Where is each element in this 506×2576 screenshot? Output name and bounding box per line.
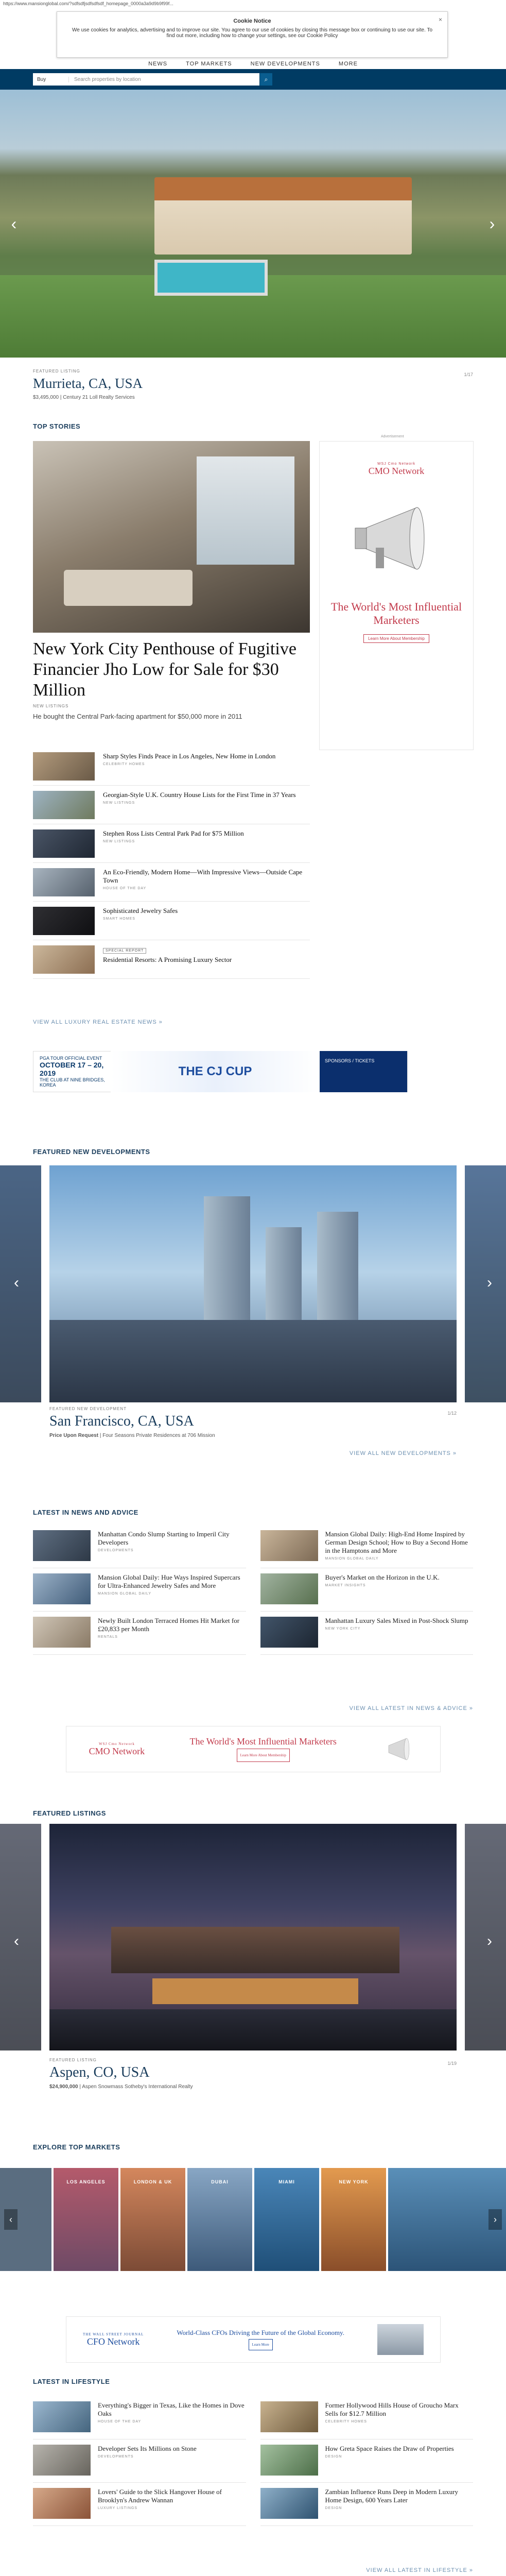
news-thumbnail: [33, 1617, 91, 1648]
lifestyle-title[interactable]: How Greta Space Raises the Draw of Properties: [325, 2445, 454, 2452]
market-label: DUBAI: [211, 2179, 229, 2184]
ad-brand-name: CFO Network: [86, 2336, 140, 2347]
lifestyle-thumbnail: [33, 2488, 91, 2519]
section-title: LATEST IN NEWS AND ADVICE: [33, 1509, 138, 1516]
story-category[interactable]: HOUSE OF THE DAY: [103, 887, 147, 890]
market-card-new-york[interactable]: [321, 2168, 386, 2271]
pga-top: PGA TOUR OFFICIAL EVENT: [40, 1056, 102, 1061]
development-name: | Four Seasons Private Residences at 706 Mission: [99, 1433, 215, 1438]
image-city: [49, 1320, 457, 1402]
view-all-lifestyle-link[interactable]: VIEW ALL LATEST IN LIFESTYLE »: [366, 2567, 473, 2573]
image-firepit: [152, 1978, 358, 2004]
news-title[interactable]: Manhattan Condo Slump Starting to Imperil City Developers: [98, 1530, 230, 1546]
ad-brand-name: CMO Network: [89, 1745, 145, 1756]
hero-counter: 1/17: [464, 372, 473, 377]
top-stories-section: [0, 407, 506, 1139]
nav-top-markets[interactable]: TOP MARKETS: [186, 61, 232, 67]
explore-markets-section: [0, 2143, 506, 2378]
pga-venue: THE CLUB AT NINE BRIDGES, KOREA: [40, 1077, 105, 1088]
top-story-image[interactable]: [33, 441, 310, 633]
view-all-developments-link[interactable]: VIEW ALL NEW DEVELOPMENTS »: [349, 1450, 457, 1456]
list-item[interactable]: [33, 824, 310, 863]
market-label: LOS ANGELES: [66, 2179, 106, 2184]
list-item[interactable]: [33, 940, 310, 979]
lifestyle-category[interactable]: DESIGN: [325, 2455, 342, 2459]
market-label: LONDON & UK: [133, 2179, 172, 2184]
market-card-london[interactable]: [120, 2168, 185, 2271]
hero-city[interactable]: Murrieta, CA, USA: [33, 376, 143, 391]
lifestyle-title[interactable]: Zambian Influence Runs Deep in Modern Luxury Home Design, 600 Years Later: [325, 2488, 458, 2504]
search-bar: [0, 69, 506, 90]
lifestyle-category[interactable]: LUXURY LISTINGS: [98, 2506, 137, 2510]
listing-eyebrow: FEATURED LISTING: [49, 2058, 97, 2062]
markets-carousel: [0, 2168, 506, 2271]
cookie-notice: [57, 11, 448, 58]
lifestyle-thumbnail: [260, 2401, 318, 2432]
ad-image: [377, 2324, 424, 2355]
news-category[interactable]: RENTALS: [98, 1635, 118, 1639]
ad-brand: [89, 1742, 145, 1757]
news-title[interactable]: Buyer's Market on the Horizon in the U.K.: [325, 1573, 440, 1581]
cookie-title: Cookie Notice: [233, 18, 271, 24]
news-thumbnail: [260, 1530, 318, 1561]
story-title[interactable]: Stephen Ross Lists Central Park Pad for $75 Million: [103, 829, 244, 837]
lifestyle-thumbnail: [260, 2445, 318, 2476]
lifestyle-title[interactable]: Former Hollywood Hills House of Groucho Marx Sells for $12.7 Million: [325, 2401, 459, 2417]
list-item[interactable]: [260, 1568, 474, 1612]
ad-brand-small: WSJ Cmo Network: [99, 1741, 135, 1746]
special-report-badge: SPECIAL REPORT: [103, 948, 146, 954]
listings-carousel: [0, 1824, 506, 2050]
megaphone-icon: [345, 487, 448, 590]
lifestyle-thumbnail: [33, 2401, 91, 2432]
news-grid: [33, 1525, 473, 1655]
listing-image[interactable]: [49, 1824, 457, 2050]
ad-label: Advertisement: [381, 435, 404, 438]
ad-brand-small: WSJ Cmo Network: [377, 462, 416, 466]
story-title[interactable]: An Eco-Friendly, Modern Home—With Impressive Views—Outside Cape Town: [103, 868, 303, 884]
market-label: NEW YORK: [339, 2179, 369, 2184]
search-box: [33, 73, 259, 86]
cookie-text: We use cookies for analytics, advertising and to improve our site. You agree to our use of cookies by closing this message box or continuing to use our site. To find out more, including how to change your settings, see our Cookie Policy: [72, 27, 433, 39]
news-title[interactable]: Mansion Global Daily: Hue Ways Inspired Supercars for Ultra-Enhanced Jewelry Safes and More: [98, 1573, 240, 1589]
list-item[interactable]: [33, 1568, 246, 1612]
ad-headline-text: World-Class CFOs Driving the Future of the Global Economy.: [177, 2329, 344, 2336]
lifestyle-title[interactable]: Developer Sets Its Millions on Stone: [98, 2445, 197, 2452]
story-category[interactable]: SMART HOMES: [103, 917, 135, 921]
lifestyle-category[interactable]: HOUSE OF THE DAY: [98, 2420, 142, 2424]
ad-brand: [83, 2332, 144, 2347]
lifestyle-thumbnail: [260, 2488, 318, 2519]
ad-learn-more-button[interactable]: Learn More About Membership: [363, 634, 429, 643]
list-item[interactable]: [33, 2439, 246, 2483]
development-price: Price Upon Request: [49, 1433, 99, 1438]
story-thumbnail: [33, 791, 95, 819]
story-title[interactable]: Georgian-Style U.K. Country House Lists for the First Time in 37 Years: [103, 791, 296, 799]
chevron-left-icon[interactable]: ‹: [14, 1274, 19, 1291]
ad-brand: CMO Network: [368, 466, 425, 476]
image-terrace: [49, 2009, 457, 2050]
news-category[interactable]: MANSION GLOBAL DAILY: [98, 1592, 152, 1596]
developments-carousel: [0, 1165, 506, 1402]
story-thumbnail: [33, 945, 95, 974]
list-item[interactable]: [260, 1525, 474, 1568]
pga-banner-ad[interactable]: [33, 1051, 408, 1092]
view-all-luxury-news-link[interactable]: VIEW ALL LUXURY REAL ESTATE NEWS »: [33, 1019, 163, 1025]
lifestyle-thumbnail: [33, 2445, 91, 2476]
main-nav: [0, 61, 506, 67]
list-item[interactable]: [33, 2396, 246, 2439]
chevron-left-icon[interactable]: ‹: [14, 1933, 19, 1950]
news-title[interactable]: Mansion Global Daily: High-End Home Inspired by German Design School; How to Buy a Second Home in the Hamptons and More: [325, 1530, 468, 1554]
news-category[interactable]: MANSION GLOBAL DAILY: [325, 1557, 379, 1561]
hero-info: [0, 358, 506, 407]
development-city[interactable]: San Francisco, CA, USA: [49, 1413, 194, 1429]
news-title[interactable]: Newly Built London Terraced Homes Hit Market for £20,833 per Month: [98, 1617, 240, 1633]
list-item[interactable]: [33, 863, 310, 902]
list-item[interactable]: [33, 1525, 246, 1568]
market-card-miami[interactable]: [254, 2168, 319, 2271]
nav-news[interactable]: NEWS: [148, 61, 168, 67]
list-item[interactable]: [33, 902, 310, 940]
megaphone-icon: [381, 1731, 417, 1767]
news-thumbnail: [33, 1530, 91, 1561]
cmo-network-ad-wide[interactable]: [66, 1726, 441, 1772]
story-category[interactable]: NEW LISTINGS: [103, 840, 135, 843]
listing-price: $24,900,000: [49, 2084, 78, 2090]
list-item[interactable]: [260, 2483, 474, 2526]
story-list: [33, 747, 310, 979]
ad-headline-text: The World's Most Influential Marketers: [189, 1736, 337, 1747]
chevron-left-icon[interactable]: ‹: [11, 214, 17, 233]
search-input[interactable]: Search properties by location: [74, 76, 141, 82]
nav-new-developments[interactable]: NEW DEVELOPMENTS: [250, 61, 320, 67]
lifestyle-category[interactable]: DEVELOPMENTS: [98, 2455, 134, 2459]
close-icon[interactable]: ×: [438, 16, 442, 23]
ad-brand-small: THE WALL STREET JOURNAL: [83, 2332, 144, 2336]
chevron-right-icon[interactable]: ›: [487, 1274, 492, 1291]
news-thumbnail: [33, 1573, 91, 1604]
section-title: FEATURED LISTINGS: [33, 1809, 106, 1817]
story-thumbnail: [33, 752, 95, 781]
list-item[interactable]: [260, 2439, 474, 2483]
section-title: LATEST IN LIFESTYLE: [33, 2378, 110, 2385]
lifestyle-title[interactable]: Everything's Bigger in Texas, Like the Homes in Dove Oaks: [98, 2401, 245, 2417]
list-item[interactable]: [33, 2483, 246, 2526]
lifestyle-category[interactable]: DESIGN: [325, 2506, 342, 2510]
latest-lifestyle-section: [0, 2378, 506, 2576]
list-item[interactable]: [260, 1612, 474, 1655]
market-card-los-angeles[interactable]: [54, 2168, 118, 2271]
pga-tickets[interactable]: SPONSORS / TICKETS: [320, 1051, 407, 1092]
market-card-dubai[interactable]: [187, 2168, 252, 2271]
top-story-category[interactable]: NEW LISTINGS: [33, 704, 69, 708]
lifestyle-category[interactable]: CELEBRITY HOMES: [325, 2420, 367, 2424]
story-category[interactable]: NEW LISTINGS: [103, 801, 135, 805]
news-category[interactable]: DEVELOPMENTS: [98, 1549, 134, 1552]
ad-headline: [177, 2329, 344, 2350]
section-title: EXPLORE TOP MARKETS: [33, 2143, 120, 2151]
top-story-headline[interactable]: New York City Penthouse of Fugitive Financier Jho Low for Sale for $30 Million: [33, 639, 296, 700]
top-story-deck: He bought the Central Park-facing apartment for $50,000 more in 2011: [33, 713, 242, 720]
lifestyle-title[interactable]: Lovers' Guide to the Slick Hangover House of Brooklyn's Andrew Wannan: [98, 2488, 222, 2504]
news-thumbnail: [260, 1573, 318, 1604]
story-thumbnail: [33, 868, 95, 896]
ad-learn-more-button[interactable]: Learn More About Membership: [237, 1749, 290, 1762]
chevron-right-icon[interactable]: ›: [489, 214, 495, 233]
pga-logo: THE CJ CUP: [111, 1051, 320, 1092]
featured-new-developments-section: [0, 1139, 506, 1499]
hero-price: $3,495,000 | Century 21 Loll Realty Services: [33, 395, 135, 400]
story-category[interactable]: CELEBRITY HOMES: [103, 762, 145, 766]
hero-image-house: [154, 177, 412, 255]
list-item[interactable]: [33, 1612, 246, 1655]
listing-counter: 1/19: [447, 2061, 457, 2066]
section-title: FEATURED NEW DEVELOPMENTS: [33, 1148, 150, 1156]
news-category[interactable]: MARKET INSIGHTS: [325, 1584, 366, 1587]
listing-city[interactable]: Aspen, CO, USA: [49, 2064, 150, 2080]
news-thumbnail: [260, 1617, 318, 1648]
cmo-network-ad[interactable]: [319, 441, 474, 750]
browser-url-bar[interactable]: https://www.mansionglobal.com/?sdfsdfjsdfsdfsdf_homepage_0000a3a9d9b9f99f...: [0, 0, 506, 7]
hero-eyebrow: FEATURED LISTING: [33, 369, 80, 374]
story-thumbnail: [33, 829, 95, 858]
latest-news-section: [0, 1499, 506, 1803]
story-title[interactable]: Residential Resorts: A Promising Luxury Sector: [103, 956, 232, 963]
view-all-news-link[interactable]: VIEW ALL LATEST IN NEWS & ADVICE »: [349, 1705, 473, 1711]
section-title: TOP STORIES: [33, 422, 81, 430]
news-title[interactable]: Manhattan Luxury Sales Mixed in Post-Shock Slump: [325, 1617, 468, 1624]
ad-learn-more-button[interactable]: Learn More: [249, 2339, 273, 2350]
hero-image-pool: [154, 260, 268, 296]
listing-info: [49, 2058, 193, 2090]
pga-dates: OCTOBER 17 – 20, 2019: [40, 1061, 104, 1077]
cfo-network-ad[interactable]: [66, 2316, 441, 2363]
search-type-dropdown[interactable]: Buy: [33, 77, 69, 82]
nav-more[interactable]: MORE: [338, 61, 358, 67]
chevron-right-icon[interactable]: ›: [487, 1933, 492, 1950]
development-eyebrow: FEATURED NEW DEVELOPMENT: [49, 1406, 127, 1411]
hero-carousel: [0, 90, 506, 358]
list-item[interactable]: [260, 2396, 474, 2439]
story-title[interactable]: Sharp Styles Finds Peace in Los Angeles, New Home in London: [103, 752, 276, 760]
story-title[interactable]: Sophisticated Jewelry Safes: [103, 907, 178, 914]
ad-headline: The World's Most Influential Marketers: [330, 600, 462, 626]
search-icon[interactable]: ⌕: [260, 73, 272, 86]
list-item[interactable]: [33, 786, 310, 824]
story-thumbnail: [33, 907, 95, 935]
development-counter: 1/12: [447, 1411, 457, 1416]
image-sofa: [64, 570, 193, 606]
market-label: MIAMI: [278, 2179, 295, 2184]
lifestyle-grid: [33, 2396, 473, 2526]
ad-headline: [190, 1736, 337, 1762]
development-info: [49, 1406, 215, 1438]
featured-listings-section: [0, 1803, 506, 2143]
listing-agent: | Aspen Snowmass Sotheby's International Realty: [79, 2084, 193, 2090]
image-window: [197, 456, 294, 565]
chevron-right-icon[interactable]: ›: [488, 2209, 502, 2230]
image-building: [111, 1927, 399, 1973]
development-image[interactable]: [49, 1165, 457, 1402]
news-category[interactable]: NEW YORK CITY: [325, 1627, 361, 1631]
list-item[interactable]: [33, 747, 310, 786]
chevron-left-icon[interactable]: ‹: [4, 2209, 18, 2230]
